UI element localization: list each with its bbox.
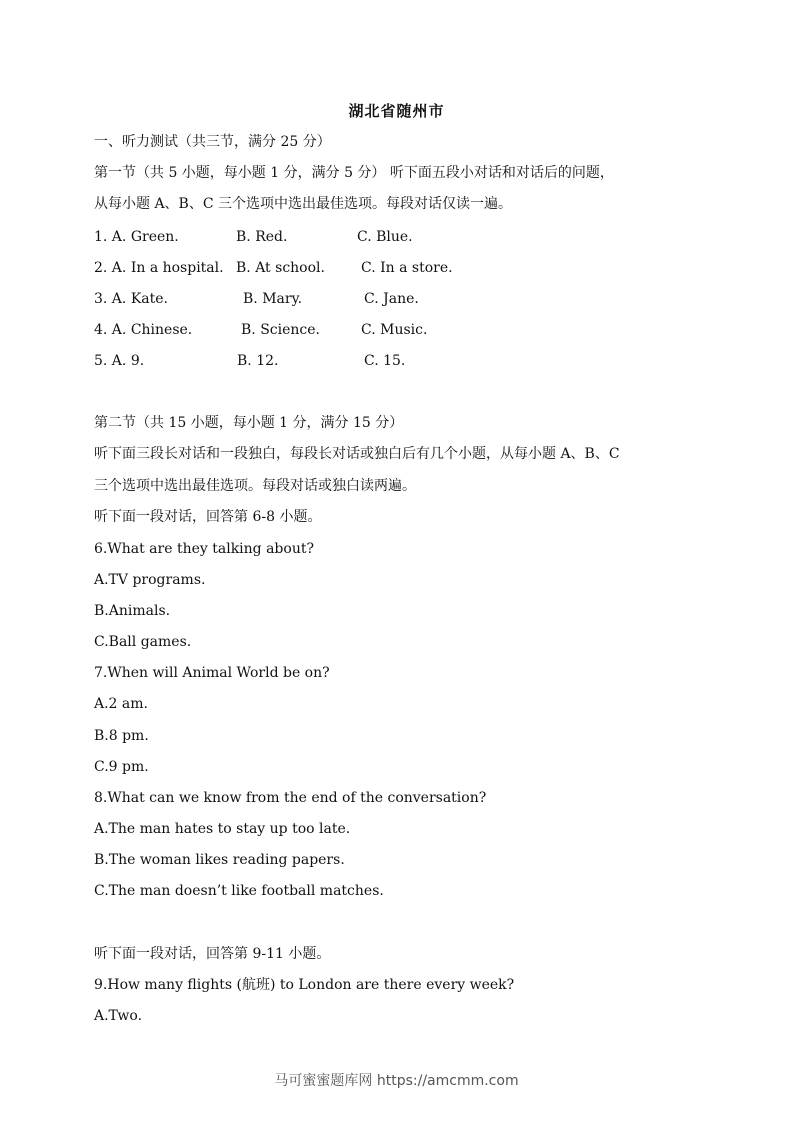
dialog2-intro: 听下面一段对话，回答第 9-11 小题。 (94, 946, 331, 962)
option-b: B. Mary. (243, 291, 303, 307)
question-6-option-b: B.Animals. (94, 603, 171, 619)
option-a: 3. A. Kate. (94, 291, 168, 307)
part2-instructions-line1: 听下面三段长对话和一段独白，每段长对话或独白后有几个小题，从每小题 A、B、C (94, 446, 620, 462)
question-8-option-c: C.The man doesn’t like football matches. (94, 883, 384, 899)
option-a: 4. A. Chinese. (94, 322, 193, 338)
question-7-option-b: B.8 pm. (94, 728, 149, 744)
dialog1-intro: 听下面一段对话，回答第 6-8 小题。 (94, 509, 322, 525)
option-c: C. In a store. (361, 260, 453, 276)
option-a: 1. A. Green. (94, 229, 179, 245)
page-title: 湖北省随州市 (348, 102, 445, 120)
option-b: B. At school. (236, 260, 325, 276)
option-a: 5. A. 9. (94, 353, 145, 369)
question-6-option-a: A.TV programs. (94, 572, 206, 588)
section2-heading: 第二节（共 15 小题，每小题 1 分，满分 15 分） (94, 415, 404, 431)
question-9: 9.How many flights (航班) to London are there every week? (94, 977, 515, 993)
option-b: B. 12. (237, 353, 279, 369)
option-b: B. Red. (236, 229, 288, 245)
question-8-option-a: A.The man hates to stay up too late. (94, 821, 351, 837)
question-6: 6.What are they talking about? (94, 541, 314, 557)
question-8: 8.What can we know from the end of the conversation? (94, 790, 487, 806)
question-8-option-b: B.The woman likes reading papers. (94, 852, 345, 868)
part1-instructions-line1: 第一节（共 5 小题，每小题 1 分，满分 5 分） 听下面五段小对话和对话后的问题， (94, 165, 614, 181)
option-c: C. 15. (364, 353, 406, 369)
option-a: 2. A. In a hospital. (94, 260, 224, 276)
question-6-option-c: C.Ball games. (94, 634, 192, 650)
question-9-option-a: A.Two. (94, 1008, 143, 1024)
option-c: C. Music. (361, 322, 428, 338)
part1-instructions-line2: 从每小题 A、B、C 三个选项中选出最佳选项。每段对话仅读一遍。 (94, 196, 513, 212)
part2-instructions-line2: 三个选项中选出最佳选项。每段对话或独白读两遍。 (94, 478, 416, 494)
option-c: C. Jane. (364, 291, 419, 307)
option-c: C. Blue. (357, 229, 413, 245)
watermark-footer: 马可蜜蜜题库网 https://amcmm.com (274, 1073, 519, 1089)
option-b: B. Science. (241, 322, 320, 338)
question-7-option-a: A.2 am. (94, 696, 148, 712)
question-7-option-c: C.9 pm. (94, 759, 149, 775)
question-7: 7.When will Animal World be on? (94, 665, 330, 681)
section1-heading: 一、听力测试（共三节，满分 25 分） (94, 134, 331, 150)
